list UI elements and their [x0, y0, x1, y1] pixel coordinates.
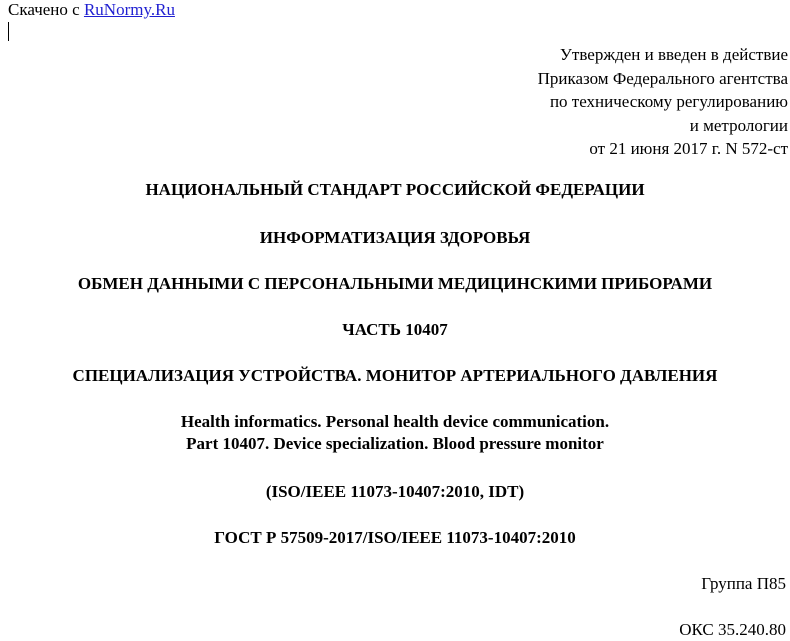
- iso-reference: (ISO/IEEE 11073-10407:2010, IDT): [265, 482, 525, 501]
- approval-line: и метрологии: [689, 115, 788, 135]
- approval-date: от 21 июня 2017 г. N 572-ст: [589, 139, 788, 158]
- approval-line: Приказом Федерального агентства: [537, 68, 788, 88]
- oks-code: ОКС 35.240.80: [679, 620, 786, 639]
- part-title: ЧАСТЬ 10407: [342, 320, 448, 339]
- group-code: Группа П85: [701, 574, 786, 593]
- source-prefix: Скачено с: [8, 0, 80, 19]
- subject-title: ИНФОРМАТИЗАЦИЯ ЗДОРОВЬЯ: [259, 228, 531, 247]
- english-title-line-1: Health informatics. Personal health device communication.: [180, 412, 610, 431]
- national-standard-title: НАЦИОНАЛЬНЫЙ СТАНДАРТ РОССИЙСКОЙ ФЕДЕРАЦИИ: [145, 180, 645, 199]
- topic-title: ОБМЕН ДАННЫМИ С ПЕРСОНАЛЬНЫМИ МЕДИЦИНСКИМИ ПРИБОРАМИ: [77, 274, 713, 293]
- gost-code: ГОСТ Р 57509-2017/ISO/IEEE 11073-10407:2010: [214, 528, 576, 547]
- english-title-line-2: Part 10407. Device specialization. Blood pressure monitor: [186, 434, 604, 453]
- approval-line: Утвержден и введен в действие: [559, 45, 788, 64]
- approval-block: [368, 43, 788, 161]
- specialization-title: СПЕЦИАЛИЗАЦИЯ УСТРОЙСТВА. МОНИТОР АРТЕРИАЛЬНОГО ДАВЛЕНИЯ: [72, 366, 718, 385]
- source-line: [8, 0, 175, 20]
- approval-line: по техническому регулированию: [549, 92, 788, 111]
- text-cursor: [8, 22, 9, 41]
- source-link[interactable]: RuNormy.Ru: [83, 0, 175, 19]
